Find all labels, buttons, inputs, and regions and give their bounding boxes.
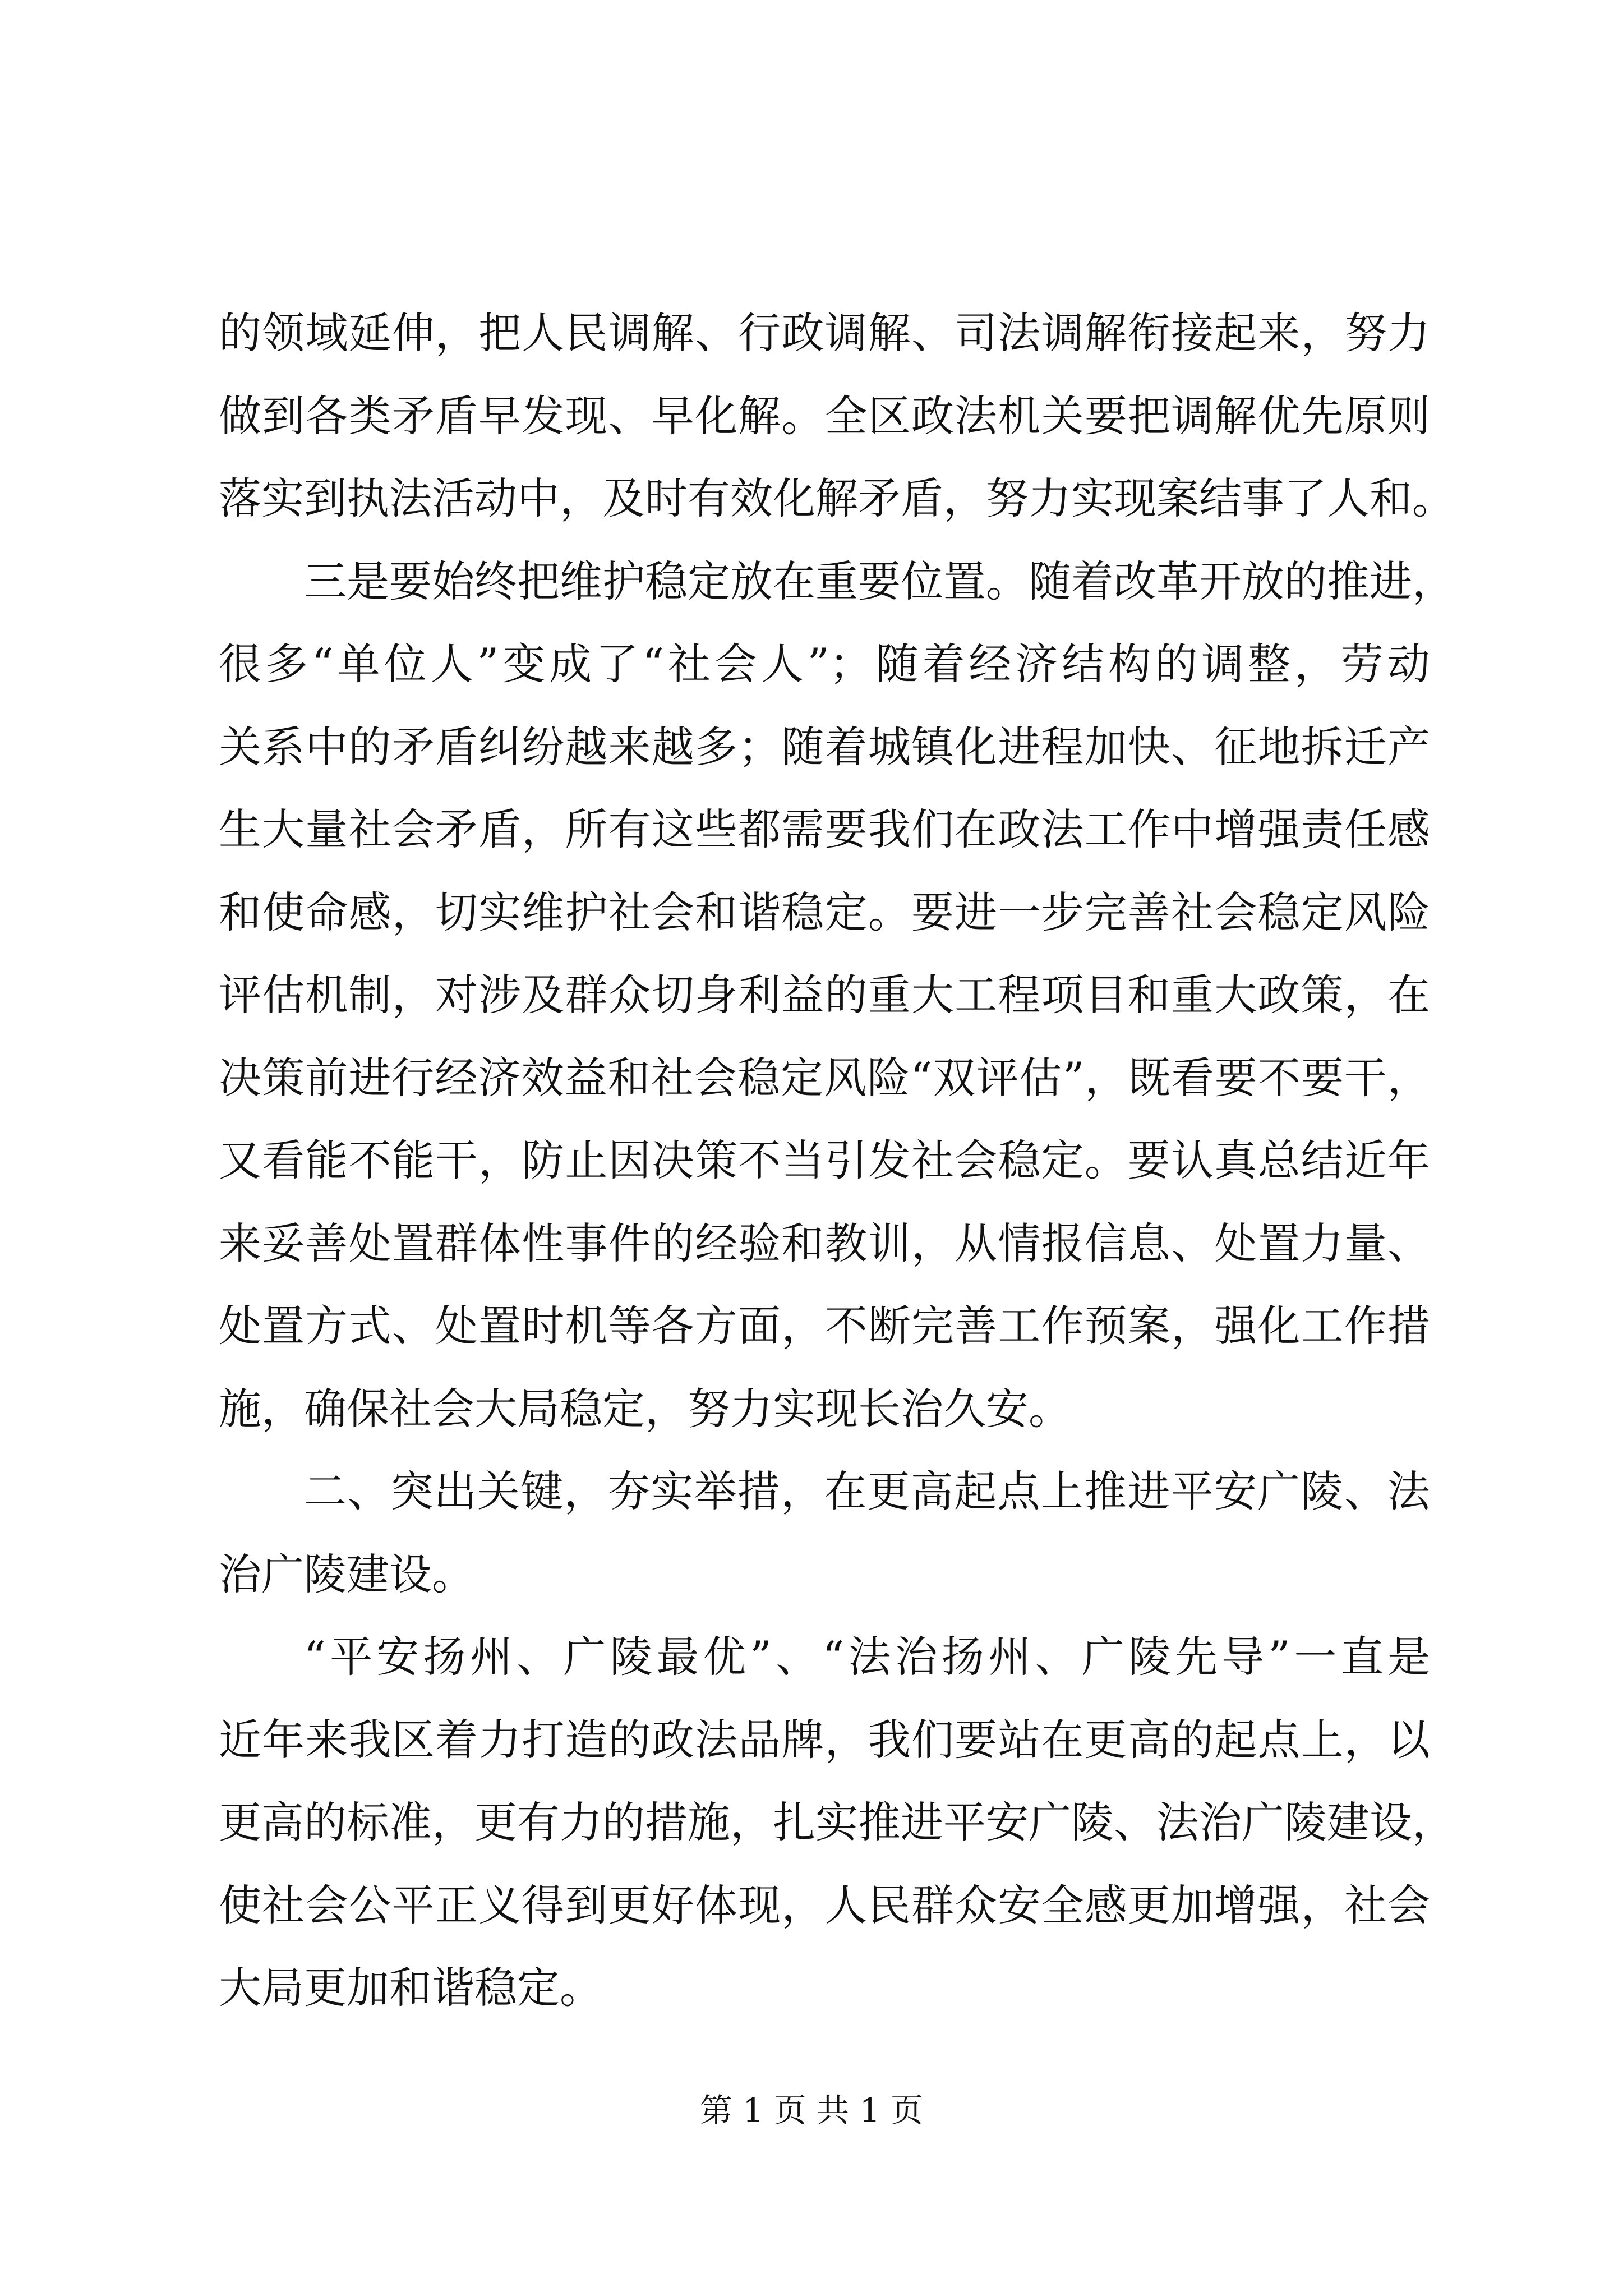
- paragraph-4-line-5: 大局更加和谐稳定。: [219, 1963, 602, 2013]
- paragraph-4-line-1: “平安扬州、广陵最优”、“法治扬州、广陵先导”一直是: [304, 1632, 1430, 1682]
- paragraph-2-line-8: 又看能不能干，防止因决策不当引发社会稳定。要认真总结近年: [219, 1135, 1430, 1185]
- paragraph-2-line-4: 生大量社会矛盾，所有这些都需要我们在政法工作中增强责任感: [219, 804, 1430, 854]
- paragraph-1-line-1: 的领域延伸，把人民调解、行政调解、司法调解衔接起来，努力: [219, 308, 1430, 358]
- paragraph-4-line-3: 更高的标准，更有力的措施，扎实推进平安广陵、法治广陵建设，: [219, 1797, 1455, 1847]
- paragraph-1-line-2: 做到各类矛盾早发现、早化解。全区政法机关要把调解优先原则: [219, 390, 1430, 441]
- paragraph-2-line-7: 决策前进行经济效益和社会稳定风险“双评估”，既看要不要干，: [219, 1052, 1430, 1103]
- paragraph-1-line-3: 落实到执法活动中，及时有效化解矛盾，努力实现案结事了人和。: [219, 473, 1455, 523]
- page-footer: 第 1 页 共 1 页: [700, 2091, 923, 2129]
- paragraph-2-line-6: 评估机制，对涉及群众切身利益的重大工程项目和重大政策，在: [219, 970, 1430, 1020]
- section-heading-line-2: 治广陵建设。: [219, 1549, 474, 1599]
- paragraph-2-line-11: 施，确保社会大局稳定，努力实现长治久安。: [219, 1383, 1071, 1434]
- document-body: [219, 292, 1455, 2030]
- paragraph-2-line-1: 三是要始终把维护稳定放在重要位置。随着改革开放的推进，: [304, 556, 1455, 606]
- paragraph-4-line-2: 近年来我区着力打造的政法品牌，我们要站在更高的起点上，以: [219, 1714, 1430, 1765]
- paragraph-2-line-2: 很多“单位人”变成了“社会人”；随着经济结构的调整，劳动: [219, 639, 1430, 689]
- paragraph-4-line-4: 使社会公平正义得到更好体现，人民群众安全感更加增强，社会: [219, 1880, 1430, 1930]
- section-heading-line-1: 二、突出关键，夯实举措，在更高起点上推进平安广陵、法: [304, 1466, 1430, 1516]
- paragraph-2-line-10: 处置方式、处置时机等各方面，不断完善工作预案，强化工作措: [219, 1301, 1430, 1351]
- paragraph-2-line-9: 来妥善处置群体性事件的经验和教训，从情报信息、处置力量、: [219, 1218, 1430, 1268]
- paragraph-2-line-5: 和使命感，切实维护社会和谐稳定。要进一步完善社会稳定风险: [219, 887, 1430, 937]
- paragraph-2-line-3: 关系中的矛盾纠纷越来越多；随着城镇化进程加快、征地拆迁产: [219, 721, 1430, 772]
